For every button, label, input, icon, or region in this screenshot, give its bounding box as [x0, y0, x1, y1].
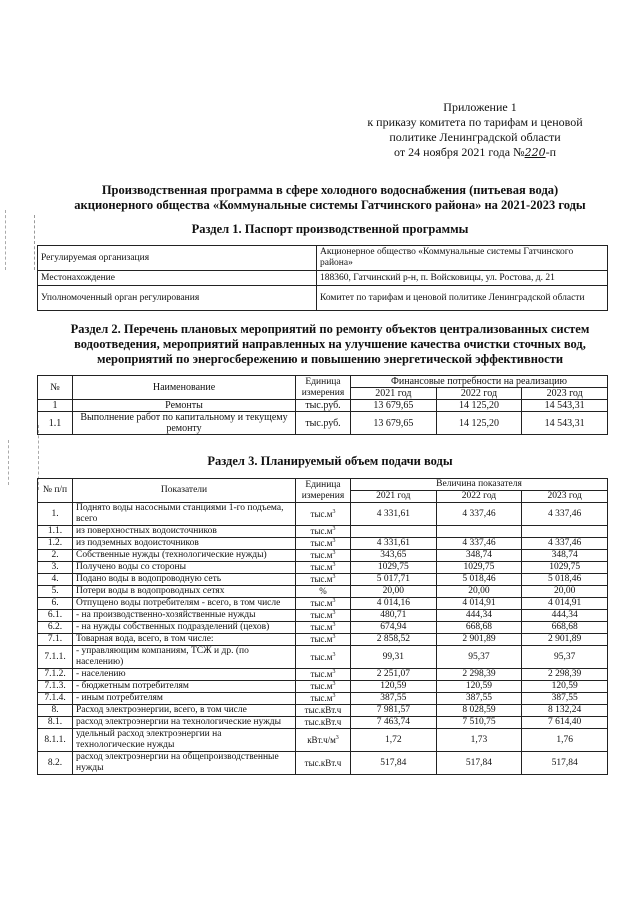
table-row	[38, 526, 608, 538]
row-unit	[296, 574, 351, 586]
row-num: 8.2.	[38, 752, 73, 775]
row-name: Товарная вода, всего, в том числе:	[73, 634, 296, 646]
unit-exponent: 3	[332, 622, 336, 628]
row-value-2022: 4 014,91	[436, 598, 522, 610]
row-name: Получено воды со стороны	[73, 562, 296, 574]
row-value-2022: 20,00	[436, 586, 522, 598]
header-value: Величина показателя	[351, 479, 608, 491]
row-value-2022: 668,68	[436, 622, 522, 634]
row-num: 6.	[38, 598, 73, 610]
row-value-2021: 4 331,61	[351, 538, 437, 550]
row-unit	[296, 538, 351, 550]
row-value-2023	[522, 526, 608, 538]
row-value-2021: 387,55	[351, 693, 437, 705]
section2-title	[40, 322, 620, 367]
row-unit	[296, 562, 351, 574]
table-row	[38, 752, 608, 775]
passport-label: Регулируемая организация	[38, 246, 317, 271]
header-unit: Единица измерения	[296, 376, 351, 400]
row-value-2022: 348,74	[436, 550, 522, 562]
water-supply-table	[37, 478, 608, 775]
row-unit	[296, 526, 351, 538]
row-name: расход электроэнергии на технологические нужды	[73, 717, 296, 729]
row-num: 7.1.2.	[38, 669, 73, 681]
row-num: 1.2.	[38, 538, 73, 550]
section1-title: Раздел 1. Паспорт производственной программы	[191, 222, 469, 236]
row-value-2021: 7 981,57	[351, 705, 437, 717]
section3-title: Раздел 3. Планируемый объем подачи воды	[207, 454, 453, 468]
row-unit	[296, 669, 351, 681]
unit-text: тыс.м	[310, 651, 333, 662]
row-num: 1	[38, 400, 73, 412]
row-num: 7.1.3.	[38, 681, 73, 693]
row-value-2022: 1029,75	[436, 562, 522, 574]
appendix-header	[330, 100, 620, 160]
document-title-line: Производственная программа в сфере холодного водоснабжения (питьевая вода)	[101, 183, 559, 197]
unit-text: тыс.кВт.ч	[304, 757, 342, 768]
row-num: 7.1.4.	[38, 693, 73, 705]
order-number-handwritten: 220	[524, 146, 546, 159]
unit-text: тыс.м	[310, 598, 333, 608]
row-value-2022: 7 510,75	[436, 717, 522, 729]
table-row	[38, 271, 608, 286]
row-num: 1.1	[38, 412, 73, 435]
row-value-2023: 1029,75	[522, 562, 608, 574]
unit-exponent: 3	[332, 681, 336, 687]
appendix-label: Приложение 1	[443, 100, 517, 114]
row-num: 1.1.	[38, 526, 73, 538]
unit-text: тыс.м	[310, 669, 333, 679]
row-unit	[296, 646, 351, 669]
row-value-2022: 444,34	[436, 610, 522, 622]
row-unit	[296, 550, 351, 562]
passport-value: Акционерное общество «Коммунальные системы Гатчинского района»	[317, 246, 608, 271]
unit-text: тыс.кВт.ч	[304, 705, 342, 715]
row-value-2023: 95,37	[522, 646, 608, 669]
header-num: № п/п	[38, 479, 73, 503]
order-date-text: от 24 ноября 2021 года №	[393, 145, 525, 159]
table-row	[38, 622, 608, 634]
unit-text: тыс.м	[310, 574, 333, 584]
row-unit	[296, 693, 351, 705]
unit-text: тыс.кВт.ч	[304, 717, 342, 727]
table-row	[38, 646, 608, 669]
unit-text: тыс.м	[310, 508, 333, 519]
row-value-2023: 1,76	[522, 729, 608, 752]
row-num: 2.	[38, 550, 73, 562]
unit-text: тыс.м	[310, 693, 333, 703]
row-value-2021: 99,31	[351, 646, 437, 669]
row-unit	[296, 634, 351, 646]
scan-margin-mark	[5, 210, 14, 270]
row-value-2022: 95,37	[436, 646, 522, 669]
row-num: 8.1.1.	[38, 729, 73, 752]
table-header-row	[38, 479, 608, 491]
row-value-2023: 348,74	[522, 550, 608, 562]
row-num: 7.1.1.	[38, 646, 73, 669]
passport-value: 188360, Гатчинский р-н, п. Войсковицы, ул. Ростова, д. 21	[317, 271, 608, 286]
header-2021: 2021 год	[351, 388, 437, 400]
row-name: Потери воды в водопроводных сетях	[73, 586, 296, 598]
row-value-2021: 2 251,07	[351, 669, 437, 681]
appendix-order-line: политике Ленинградской области	[389, 130, 561, 144]
row-num: 7.1.	[38, 634, 73, 646]
row-value-2023: 4 337,46	[522, 538, 608, 550]
row-name: удельный расход электроэнергии на технологические нужды	[73, 729, 296, 752]
header-2021: 2021 год	[351, 491, 437, 503]
unit-text: тыс.м	[310, 681, 333, 691]
row-value-2021: 4 014,16	[351, 598, 437, 610]
row-name: Ремонты	[73, 400, 296, 412]
unit-exponent: 3	[332, 538, 336, 544]
row-value-2022: 517,84	[436, 752, 522, 775]
row-unit	[296, 752, 351, 775]
section2-title-line: мероприятий по энергосбережению и повышению энергетической эффективности	[96, 352, 564, 366]
row-value-2023: 668,68	[522, 622, 608, 634]
row-value-2022: 14 125,20	[436, 400, 522, 412]
row-value-2021: 13 679,65	[351, 412, 437, 435]
header-num: №	[38, 376, 73, 400]
row-name: - населению	[73, 669, 296, 681]
row-value-2023: 8 132,24	[522, 705, 608, 717]
unit-exponent: 3	[332, 634, 336, 640]
row-value-2023: 4 337,46	[522, 503, 608, 526]
row-num: 8.1.	[38, 717, 73, 729]
row-unit	[296, 586, 351, 598]
table-row	[38, 400, 608, 412]
row-unit	[296, 622, 351, 634]
row-value-2022: 2 298,39	[436, 669, 522, 681]
row-value-2022: 4 337,46	[436, 538, 522, 550]
unit-exponent: 3	[332, 693, 336, 699]
row-name: Собственные нужды (технологические нужды)	[73, 550, 296, 562]
row-num: 1.	[38, 503, 73, 526]
row-value-2023: 517,84	[522, 752, 608, 775]
row-num: 4.	[38, 574, 73, 586]
unit-text: тыс.м	[310, 610, 333, 620]
unit-text: тыс.м	[310, 622, 333, 632]
unit-exponent: 3	[335, 734, 339, 741]
table-row	[38, 586, 608, 598]
row-value-2022	[436, 526, 522, 538]
row-name: Подано воды в водопроводную сеть	[73, 574, 296, 586]
row-value-2023: 444,34	[522, 610, 608, 622]
scan-margin-mark	[8, 440, 9, 485]
unit-exponent: 3	[332, 574, 336, 580]
row-value-2021: 4 331,61	[351, 503, 437, 526]
row-value-2023: 2 298,39	[522, 669, 608, 681]
document-title-line: акционерного общества «Коммунальные системы Гатчинского района» на 2021-2023 годы	[74, 198, 586, 212]
table-row	[38, 574, 608, 586]
table-row	[38, 550, 608, 562]
unit-exponent: 3	[332, 598, 336, 604]
header-2022: 2022 год	[436, 491, 522, 503]
row-value-2021: 2 858,52	[351, 634, 437, 646]
table-header-row	[38, 376, 608, 388]
header-2022: 2022 год	[436, 388, 522, 400]
table-row	[38, 681, 608, 693]
row-value-2023: 387,55	[522, 693, 608, 705]
row-name: - на нужды собственных подразделений (цехов)	[73, 622, 296, 634]
row-name: Расход электроэнергии, всего, в том числе	[73, 705, 296, 717]
order-suffix: -п	[545, 145, 556, 159]
row-value-2023: 14 543,31	[522, 412, 608, 435]
unit-text: тыс.м	[310, 538, 333, 548]
row-num: 3.	[38, 562, 73, 574]
table-row	[38, 610, 608, 622]
row-name: Выполнение работ по капитальному и текущему ремонту	[73, 412, 296, 435]
row-value-2022: 120,59	[436, 681, 522, 693]
unit-exponent: 3	[332, 669, 336, 675]
unit-text: тыс.м	[310, 550, 333, 560]
appendix-order-line: к приказу комитета по тарифам и ценовой	[367, 115, 583, 129]
row-value-2022: 1,73	[436, 729, 522, 752]
row-unit	[296, 681, 351, 693]
row-unit	[296, 729, 351, 752]
row-unit	[296, 705, 351, 717]
header-unit: Единица измерения	[296, 479, 351, 503]
unit-exponent: 3	[332, 526, 336, 532]
row-value-2023: 120,59	[522, 681, 608, 693]
table-row	[38, 705, 608, 717]
row-name: - бюджетным потребителям	[73, 681, 296, 693]
table-row	[38, 693, 608, 705]
row-value-2021: 120,59	[351, 681, 437, 693]
row-value-2023: 4 014,91	[522, 598, 608, 610]
row-value-2022: 2 901,89	[436, 634, 522, 646]
unit-text: тыс.м	[310, 634, 333, 644]
row-value-2021: 480,71	[351, 610, 437, 622]
document-title	[40, 183, 620, 213]
table-row	[38, 412, 608, 435]
row-unit: тыс.руб.	[296, 412, 351, 435]
row-value-2021: 1,72	[351, 729, 437, 752]
table-row	[38, 598, 608, 610]
unit-exponent: 3	[332, 651, 336, 658]
table-row	[38, 538, 608, 550]
row-value-2021: 674,94	[351, 622, 437, 634]
table-row	[38, 717, 608, 729]
unit-exponent: 3	[332, 550, 336, 556]
row-value-2021: 7 463,74	[351, 717, 437, 729]
passport-label: Уполномоченный орган регулирования	[38, 286, 317, 311]
unit-text: кВт.ч/м	[307, 734, 336, 745]
passport-table	[37, 245, 608, 311]
table-row	[38, 246, 608, 271]
row-unit	[296, 717, 351, 729]
row-unit	[296, 610, 351, 622]
row-name: расход электроэнергии на общепроизводственные нужды	[73, 752, 296, 775]
table-row	[38, 634, 608, 646]
row-value-2022: 5 018,46	[436, 574, 522, 586]
row-value-2021: 20,00	[351, 586, 437, 598]
row-name: из подземных водоисточников	[73, 538, 296, 550]
row-value-2023: 7 614,40	[522, 717, 608, 729]
row-unit	[296, 598, 351, 610]
row-name: - иным потребителям	[73, 693, 296, 705]
row-name: Поднято воды насосными станциями 1-го подъема, всего	[73, 503, 296, 526]
row-num: 6.2.	[38, 622, 73, 634]
header-name: Наименование	[73, 376, 296, 400]
row-value-2023: 20,00	[522, 586, 608, 598]
unit-text: тыс.м	[310, 562, 333, 572]
row-value-2022: 14 125,20	[436, 412, 522, 435]
unit-text: %	[319, 586, 327, 596]
table-row	[38, 729, 608, 752]
row-value-2021: 517,84	[351, 752, 437, 775]
appendix-order-date	[330, 145, 620, 160]
table-row	[38, 562, 608, 574]
row-name: - управляющим компаниям, ТСЖ и др. (по населению)	[73, 646, 296, 669]
row-value-2023: 5 018,46	[522, 574, 608, 586]
row-value-2022: 8 028,59	[436, 705, 522, 717]
row-value-2023: 14 543,31	[522, 400, 608, 412]
unit-exponent: 3	[332, 562, 336, 568]
row-num: 6.1.	[38, 610, 73, 622]
passport-value: Комитет по тарифам и ценовой политике Ленинградской области	[317, 286, 608, 311]
table-row	[38, 286, 608, 311]
unit-text: тыс.м	[310, 526, 333, 536]
row-value-2022: 4 337,46	[436, 503, 522, 526]
header-2023: 2023 год	[522, 491, 608, 503]
table-row	[38, 503, 608, 526]
section2-title-line: водоотведения, мероприятий направленных на улучшение качества очистки сточных вод,	[74, 337, 586, 351]
row-unit: тыс.руб.	[296, 400, 351, 412]
passport-label: Местонахождение	[38, 271, 317, 286]
header-2023: 2023 год	[522, 388, 608, 400]
row-value-2021	[351, 526, 437, 538]
section2-title-line: Раздел 2. Перечень плановых мероприятий по ремонту объектов централизованных систем	[70, 322, 590, 336]
table-row	[38, 669, 608, 681]
row-value-2022: 387,55	[436, 693, 522, 705]
header-name: Показатели	[73, 479, 296, 503]
row-value-2021: 5 017,71	[351, 574, 437, 586]
row-num: 8.	[38, 705, 73, 717]
row-value-2021: 343,65	[351, 550, 437, 562]
row-value-2023: 2 901,89	[522, 634, 608, 646]
row-name: - на производственно-хозяйственные нужды	[73, 610, 296, 622]
row-num: 5.	[38, 586, 73, 598]
unit-exponent: 3	[332, 508, 336, 515]
row-name: из поверхностных водоисточников	[73, 526, 296, 538]
header-finance: Финансовые потребности на реализацию	[351, 376, 608, 388]
row-value-2021: 1029,75	[351, 562, 437, 574]
row-value-2021: 13 679,65	[351, 400, 437, 412]
unit-exponent: 3	[332, 610, 336, 616]
row-name: Отпущено воды потребителям - всего, в том числе	[73, 598, 296, 610]
repairs-table	[37, 375, 608, 435]
row-unit	[296, 503, 351, 526]
scan-margin-mark	[34, 215, 35, 270]
